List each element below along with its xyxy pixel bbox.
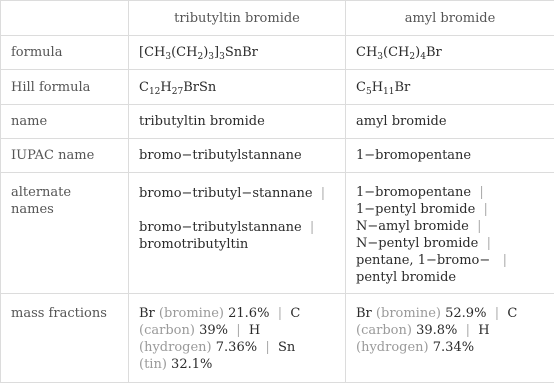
row-label-name: name	[1, 105, 129, 139]
column-header-amyl: amyl bromide	[346, 1, 554, 36]
table-row	[1, 294, 554, 383]
table-row	[1, 70, 554, 105]
hill-amyl: $C_5H_{11}Br$	[346, 70, 554, 105]
alternate-names-tributyltin: bromo−tributyl−stannane | bromo−tributylstannane | bromotributyltin	[129, 173, 346, 294]
name-amyl: amyl bromide	[346, 105, 554, 139]
row-label-mass-fractions: mass fractions	[1, 294, 129, 383]
table-row	[1, 36, 554, 70]
table-row	[1, 173, 554, 294]
corner-cell	[1, 1, 129, 36]
row-label-alternate-names: alternate names	[1, 173, 129, 294]
hill-tributyltin: $C_{12}H_{27}BrSn$	[129, 70, 346, 105]
formula-amyl: $CH_3(CH_2)_4Br$	[346, 36, 554, 70]
header-row	[1, 1, 554, 36]
alternate-names-amyl: 1−bromopentane | 1−pentyl bromide | N−amyl bromide | N−pentyl bromide | pentane, 1−bromo− | pentyl bromide	[346, 173, 554, 294]
iupac-tributyltin: bromo−tributylstannane	[129, 139, 346, 173]
row-label-iupac: IUPAC name	[1, 139, 129, 173]
row-label-formula: formula	[1, 36, 129, 70]
column-header-tributyltin: tributyltin bromide	[129, 1, 346, 36]
table-row	[1, 139, 554, 173]
formula-tributyltin: $[CH_3(CH_2)_3]_3SnBr$	[129, 36, 346, 70]
iupac-amyl: 1−bromopentane	[346, 139, 554, 173]
row-label-hill: Hill formula	[1, 70, 129, 105]
table-row	[1, 105, 554, 139]
mass-fractions-amyl: Br (bromine) 52.9% | C (carbon) 39.8% | H (hydrogen) 7.34%	[346, 294, 554, 383]
mass-fractions-tributyltin: Br (bromine) 21.6% | C (carbon) 39% | H (hydrogen) 7.36% | Sn (tin) 32.1%	[129, 294, 346, 383]
name-tributyltin: tributyltin bromide	[129, 105, 346, 139]
